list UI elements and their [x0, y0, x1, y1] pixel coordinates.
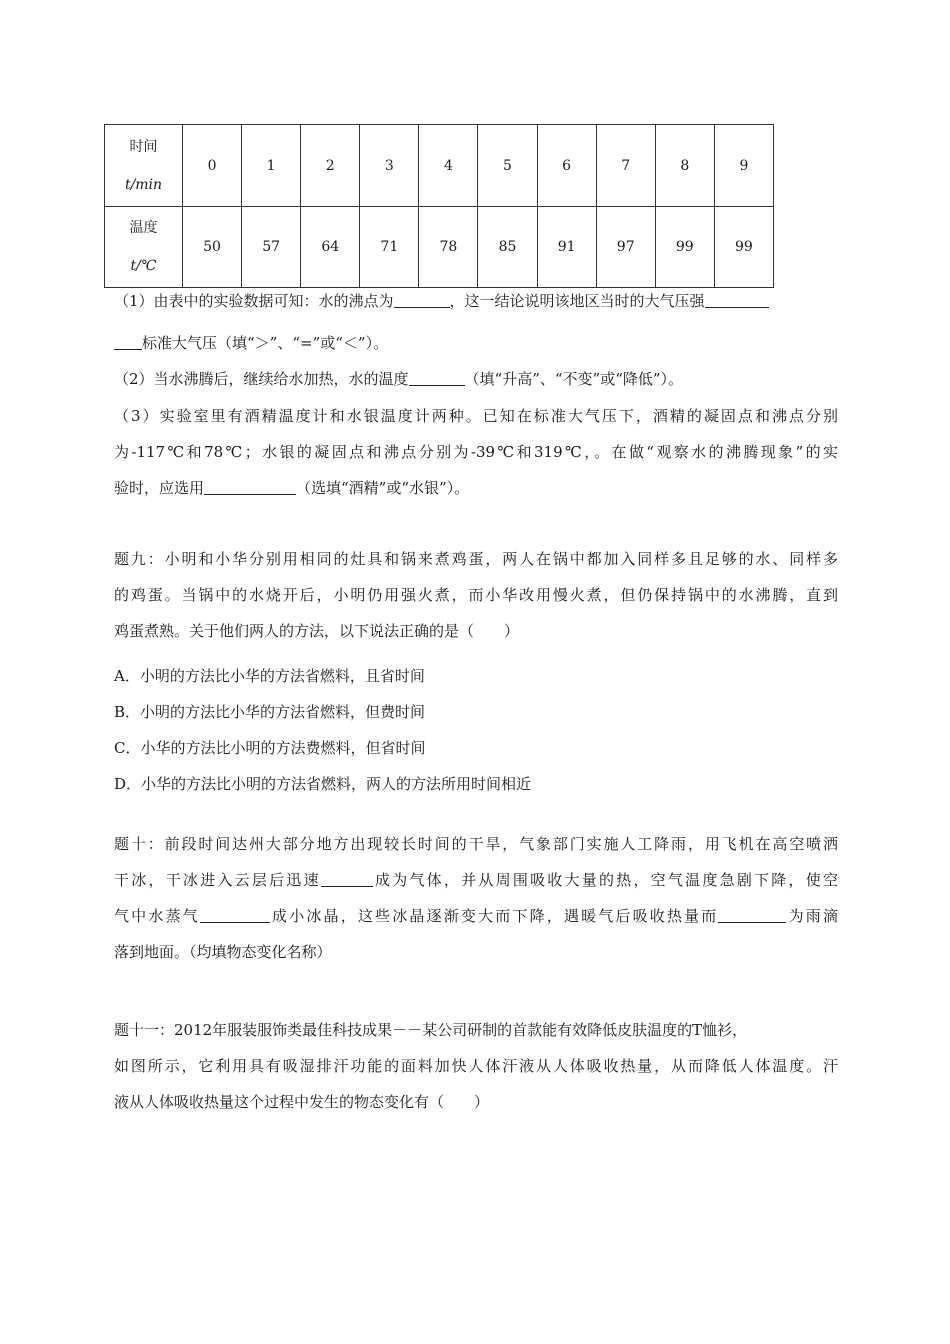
q8-part3-line2: 为-117℃和78℃；水银的凝固点和沸点分别为-39℃和319℃，。在做“观察水的沸腾现象”的实 [114, 443, 838, 461]
q11-line1: 题十一：2012年服装服饰类最佳科技成果－－某公司研制的首款能有效降低皮肤温度的T恤衫， [114, 1021, 748, 1039]
q9-stem [114, 541, 838, 649]
q10-text-e: 为雨滴 [786, 907, 838, 925]
q10-text-c: 气中水蒸气 [114, 907, 200, 925]
temperature-unit: t/℃ [130, 258, 157, 274]
q11-line3: 液从人体吸收热量这个过程中发生的物态变化有（ ） [114, 1093, 490, 1111]
q11-line2: 如图所示，它利用具有吸湿排汗功能的面料加快人体汗液从人体吸收热量，从而降低人体温度。汗 [114, 1057, 838, 1075]
time-cell: 7 [596, 125, 655, 207]
time-cell: 6 [537, 125, 596, 207]
q8-part1-line1 [114, 290, 769, 311]
q8-part3-line1: （3）实验室里有酒精温度计和水银温度计两种。已知在标准大气压下，酒精的凝固点和沸点分别 [114, 407, 838, 425]
answer-blank [394, 292, 450, 308]
q10-stem [114, 826, 838, 970]
time-cell: 2 [301, 125, 360, 207]
time-cell: 3 [360, 125, 419, 207]
time-row [105, 125, 774, 207]
q10-line4: 落到地面。（均填物态变化名称） [114, 943, 332, 961]
q9-line3: 鸡蛋煮熟。关于他们两人的方法，以下说法正确的是（ ） [114, 622, 520, 640]
answer-blank [200, 907, 270, 923]
temperature-cell: 64 [301, 207, 360, 288]
temperature-cell: 50 [183, 207, 242, 288]
q10-line2 [114, 862, 838, 898]
q8-part1-text-c: 标准大气压（填“＞”、“=”或“＜”）。 [142, 334, 389, 352]
q9-option-a: A．小明的方法比小华的方法省燃料，且省时间 [114, 667, 425, 685]
temperature-cell: 71 [360, 207, 419, 288]
q8-part1-line2 [114, 332, 388, 353]
q8-part2-text-b: （填“升高”、“不变”或“降低”）。 [464, 370, 684, 388]
time-cell: 5 [478, 125, 537, 207]
q9-option-b: B．小明的方法比小华的方法省燃料，但费时间 [114, 703, 426, 721]
temperature-row [105, 207, 774, 288]
q8-part1-text-a: （1）由表中的实验数据可知：水的沸点为 [114, 292, 394, 310]
answer-blank [718, 907, 786, 923]
q10-line3 [114, 898, 838, 934]
answer-blank [409, 370, 465, 386]
time-header-cell [105, 125, 183, 207]
temperature-cell: 57 [242, 207, 301, 288]
q8-part3-text-a: 验时，应选用 [114, 479, 205, 497]
boiling-data-table [104, 124, 774, 288]
answer-blank [114, 334, 142, 350]
time-unit: t/min [124, 176, 163, 193]
q9-line1: 题九：小明和小华分别用相同的灶具和锅来煮鸡蛋，两人在锅中都加入同样多且足够的水、同样多 [114, 550, 838, 568]
time-cell: 9 [714, 125, 773, 207]
temperature-cell: 97 [596, 207, 655, 288]
q10-text-d: 成小冰晶，这些冰晶逐渐变大而下降，遇暖气后吸收热量而 [269, 907, 719, 925]
q8-part2 [114, 368, 683, 389]
q10-line1: 题十：前段时间达州大部分地方出现较长时间的干旱，气象部门实施人工降雨，用飞机在高空喷洒 [114, 835, 838, 853]
temperature-label: 温度 [129, 220, 158, 236]
answer-blank [705, 292, 769, 308]
q10-text-b: 成为气体，并从周围吸收大量的热，空气温度急剧下降，使空 [372, 871, 838, 889]
answer-blank [321, 871, 373, 887]
time-label: 时间 [129, 138, 158, 155]
q10-text-a: 干冰，干冰进入云层后迅速 [114, 871, 321, 889]
q8-part3-line3 [114, 470, 838, 506]
answer-blank [204, 479, 296, 495]
q9-option-d: D．小华的方法比小明的方法省燃料，两人的方法所用时间相近 [114, 775, 532, 793]
time-cell: 8 [655, 125, 714, 207]
temperature-cell: 78 [419, 207, 478, 288]
q8-part3-text-b: （选填“酒精”或“水银”）。 [296, 479, 470, 497]
q11-stem [114, 1012, 838, 1120]
q9-line2: 的鸡蛋。当锅中的水烧开后，小明仍用强火煮，而小华改用慢火煮，但仍保持锅中的水沸腾，直到 [114, 586, 838, 604]
q8-part1-text-b: ，这一结论说明该地区当时的大气压强 [449, 292, 705, 310]
temperature-cell: 99 [714, 207, 773, 288]
temperature-cell: 91 [537, 207, 596, 288]
q8-part3 [114, 398, 838, 506]
time-cell: 1 [242, 125, 301, 207]
temperature-cell: 99 [655, 207, 714, 288]
q8-part2-text-a: （2）当水沸腾后，继续给水加热，水的温度 [114, 370, 409, 388]
q9-option-c: C．小华的方法比小明的方法费燃料，但省时间 [114, 739, 426, 757]
temperature-header-cell [105, 207, 183, 288]
time-cell: 4 [419, 125, 478, 207]
time-cell: 0 [183, 125, 242, 207]
temperature-cell: 85 [478, 207, 537, 288]
